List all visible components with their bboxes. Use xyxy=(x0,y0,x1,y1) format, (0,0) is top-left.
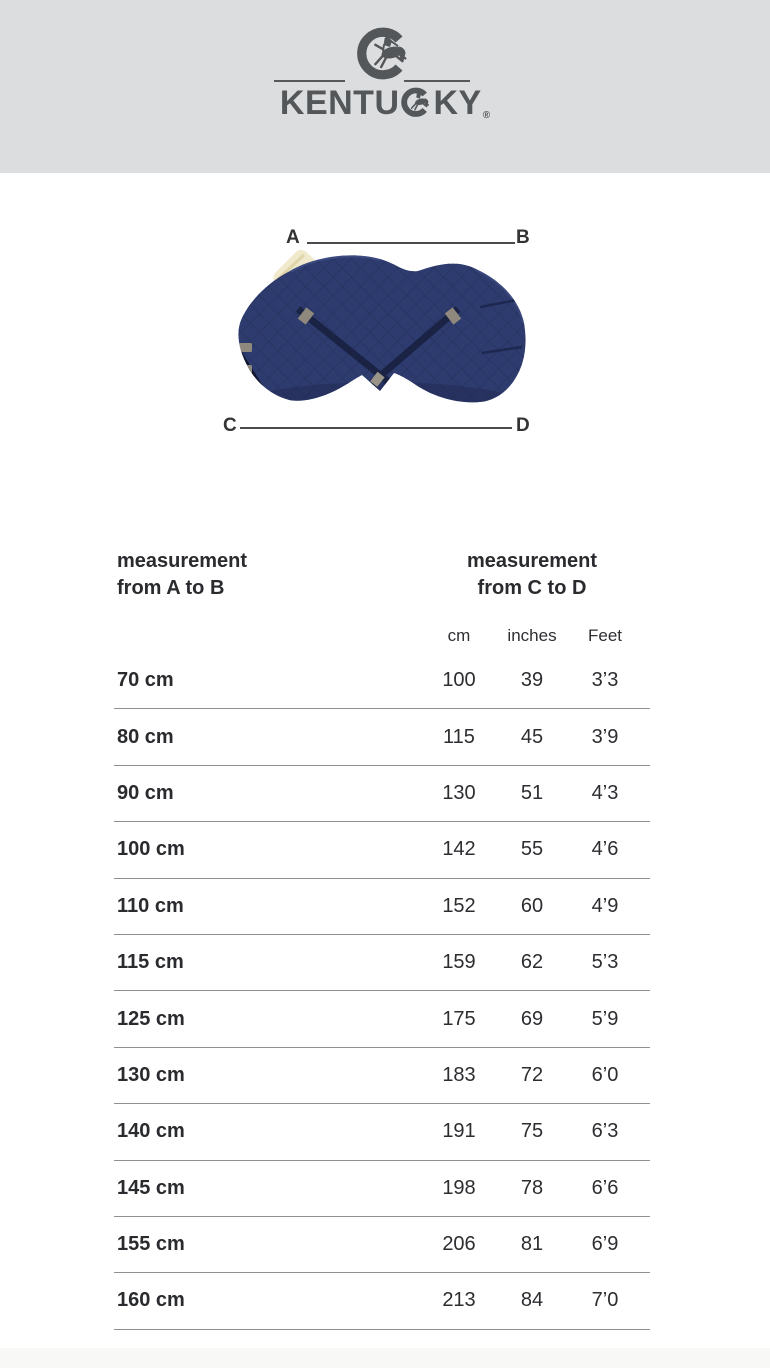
inches-cell: 39 xyxy=(520,669,544,692)
inches-cell: 69 xyxy=(520,1007,544,1030)
size-ab-cell: 140 cm xyxy=(117,1120,185,1143)
size-ab-cell: 145 cm xyxy=(117,1176,185,1199)
feet-cell: 6’0 xyxy=(591,1063,619,1086)
cm-cell: 100 xyxy=(442,669,476,692)
feet-cell: 4’9 xyxy=(591,894,619,917)
unit-header-feet: Feet xyxy=(587,626,623,645)
measure-label-a: A xyxy=(286,227,300,248)
kentucky-horse-emblem-small-icon xyxy=(401,85,433,120)
cm-cell: 130 xyxy=(442,781,476,804)
cm-cell: 175 xyxy=(442,1007,476,1030)
kentucky-logo xyxy=(0,0,770,173)
table-row xyxy=(114,1104,650,1160)
inches-cell: 55 xyxy=(520,838,544,861)
logo-rule-left xyxy=(274,80,345,82)
kentucky-horse-emblem-icon xyxy=(356,22,414,86)
table-row xyxy=(114,1273,650,1329)
feet-cell: 6’6 xyxy=(591,1176,619,1199)
registered-trademark: ® xyxy=(482,110,491,121)
inches-cell: 75 xyxy=(520,1120,544,1143)
table-header-c-to-d xyxy=(414,548,650,602)
table-header-a-to-b-line2: from A to B xyxy=(117,577,225,599)
inches-cell: 45 xyxy=(520,725,544,748)
cm-cell: 115 xyxy=(443,725,475,748)
inches-cell: 78 xyxy=(520,1176,544,1199)
size-ab-cell: 160 cm xyxy=(117,1289,185,1312)
unit-header-row xyxy=(114,602,650,653)
cm-cell: 183 xyxy=(442,1063,476,1086)
size-ab-cell: 70 cm xyxy=(117,669,174,692)
table-row xyxy=(114,653,650,709)
feet-cell: 6’3 xyxy=(591,1120,619,1143)
inches-cell: 72 xyxy=(520,1063,544,1086)
table-row xyxy=(114,822,650,878)
inches-cell: 51 xyxy=(520,781,544,804)
size-table-header xyxy=(114,540,650,602)
inches-cell: 62 xyxy=(520,951,544,974)
bottom-strip xyxy=(0,1348,770,1368)
feet-cell: 5’3 xyxy=(591,951,619,974)
size-ab-cell: 100 cm xyxy=(117,838,185,861)
feet-cell: 5’9 xyxy=(591,1007,619,1030)
cm-cell: 152 xyxy=(442,894,476,917)
table-row xyxy=(114,935,650,991)
horse-blanket-image xyxy=(232,249,534,412)
table-row xyxy=(114,709,650,765)
size-ab-cell: 155 cm xyxy=(117,1233,185,1256)
cm-cell: 198 xyxy=(442,1176,476,1199)
table-row xyxy=(114,1048,650,1104)
wordmark-prefix: KENTU xyxy=(279,84,400,122)
size-ab-cell: 80 cm xyxy=(117,725,174,748)
cm-cell: 191 xyxy=(442,1120,476,1143)
table-row xyxy=(114,1161,650,1217)
size-ab-cell: 115 cm xyxy=(117,951,184,974)
header-band xyxy=(0,0,770,173)
size-ab-cell: 125 cm xyxy=(117,1007,185,1030)
feet-cell: 7’0 xyxy=(591,1289,619,1312)
cm-cell: 206 xyxy=(442,1233,476,1256)
measure-label-d: D xyxy=(516,415,530,436)
size-ab-cell: 90 cm xyxy=(117,781,174,804)
table-header-c-to-d-line2: from C to D xyxy=(477,577,587,599)
table-row xyxy=(114,879,650,935)
feet-cell: 3’3 xyxy=(591,669,619,692)
feet-cell: 4’6 xyxy=(591,838,619,861)
cm-cell: 142 xyxy=(442,838,476,861)
table-header-c-to-d-line1: measurement xyxy=(466,550,598,572)
table-row xyxy=(114,766,650,822)
cm-cell: 213 xyxy=(442,1289,476,1312)
table-header-a-to-b xyxy=(114,548,414,602)
size-ab-cell: 130 cm xyxy=(117,1063,185,1086)
table-row xyxy=(114,991,650,1047)
unit-header-inches: inches xyxy=(507,626,557,645)
size-table xyxy=(114,540,650,1330)
measure-label-b: B xyxy=(516,227,530,248)
measure-line-ab xyxy=(307,242,515,244)
unit-header-cm: cm xyxy=(447,626,471,645)
size-ab-cell: 110 cm xyxy=(117,894,184,917)
measure-label-c: C xyxy=(223,415,237,436)
table-header-a-to-b-line1: measurement xyxy=(117,550,248,572)
feet-cell: 6’9 xyxy=(591,1233,619,1256)
cm-cell: 159 xyxy=(442,951,476,974)
inches-cell: 60 xyxy=(520,894,544,917)
inches-cell: 84 xyxy=(520,1289,544,1312)
wordmark-suffix: KY xyxy=(433,84,482,122)
feet-cell: 3’9 xyxy=(591,725,619,748)
table-row xyxy=(114,1217,650,1273)
feet-cell: 4’3 xyxy=(591,781,619,804)
inches-cell: 81 xyxy=(520,1233,544,1256)
measure-line-cd xyxy=(240,427,512,429)
brand-wordmark xyxy=(0,85,770,134)
